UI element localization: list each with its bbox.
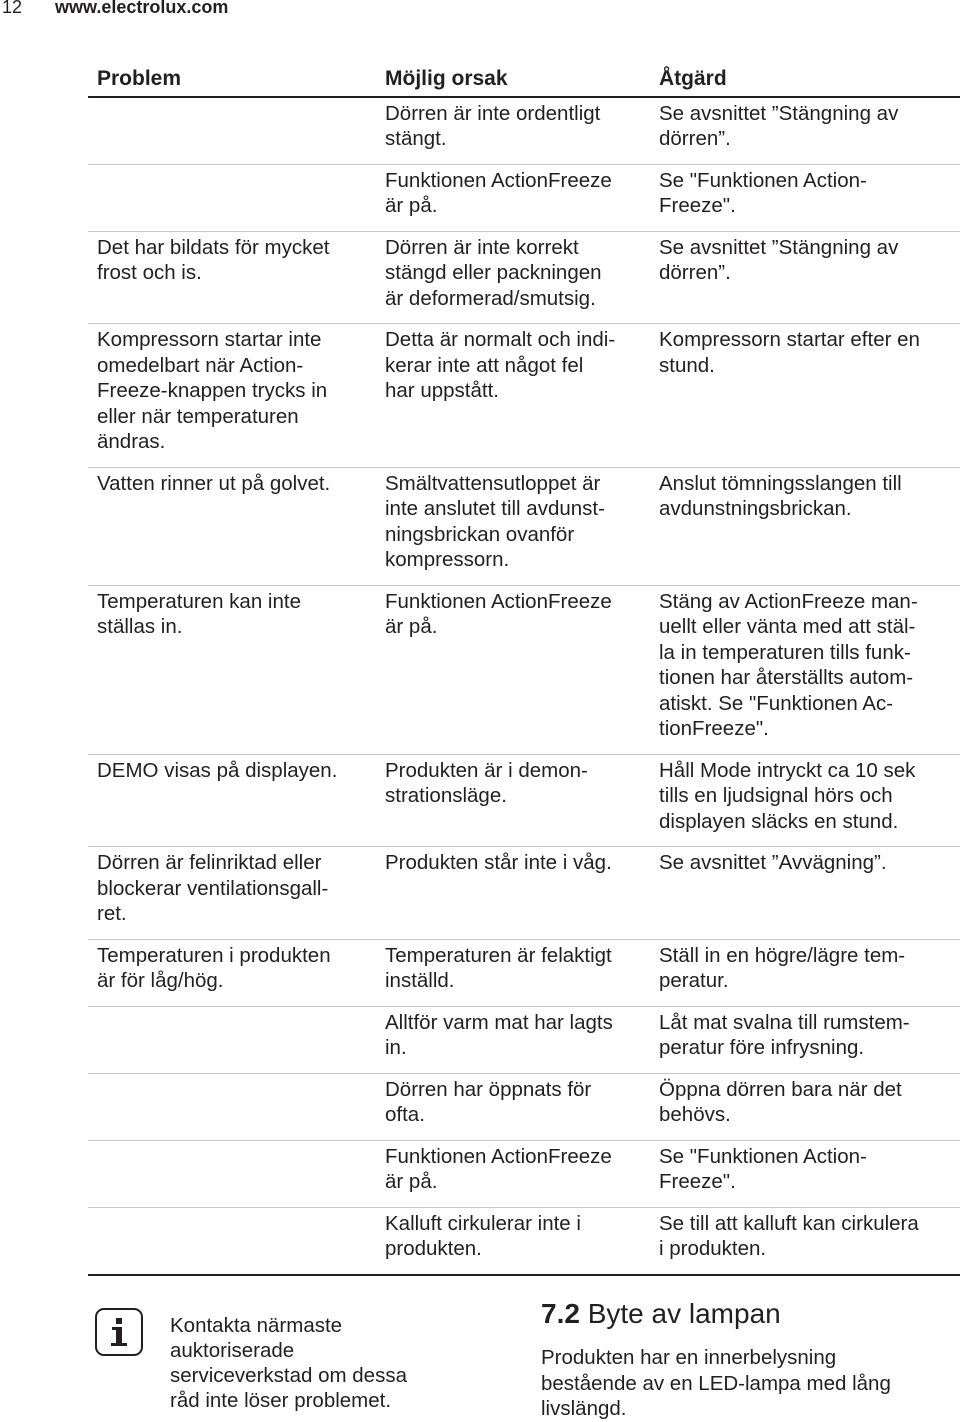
cell-cause: Dörren har öppnats för ofta. [378, 1073, 650, 1140]
table-row [88, 939, 960, 1006]
cell-cause: Funktionen ActionFreeze är på. [378, 164, 650, 231]
cell-problem [88, 97, 378, 165]
cell-action: Se "Funktionen Action- Freeze". [650, 1140, 960, 1207]
cell-problem: Det har bildats för mycket frost och is. [88, 231, 378, 324]
info-icon [95, 1308, 143, 1356]
cell-action: Se till att kalluft kan cirkulera i produkten. [650, 1207, 960, 1275]
cell-cause: Dörren är inte ordentligt stängt. [378, 97, 650, 165]
cell-action: Ställ in en högre/lägre tem- peratur. [650, 939, 960, 1006]
section-body: Produkten har en innerbelysning bestående av en LED-lampa med lång livslängd. [541, 1346, 891, 1420]
site-url: www.electrolux.com [55, 0, 229, 17]
section-number: 7.2 [541, 1298, 580, 1329]
cell-action: Se avsnittet ”Avvägning”. [650, 847, 960, 940]
column-header-problem: Problem [88, 60, 378, 97]
cell-problem [88, 1006, 378, 1073]
cell-action: Öppna dörren bara när det behövs. [650, 1073, 960, 1140]
cell-action: Låt mat svalna till rumstem- peratur före infrysning. [650, 1006, 960, 1073]
troubleshooting-table [88, 60, 960, 1276]
info-note-text: Kontakta närmaste auktoriserade serviceverkstad om dessa råd inte löser problemet. [170, 1314, 407, 1412]
table-row [88, 97, 960, 165]
cell-action: Anslut tömningsslangen till avdunstningsbrickan. [650, 467, 960, 585]
cell-action: Se avsnittet ”Stängning av dörren”. [650, 231, 960, 324]
cell-problem [88, 1140, 378, 1207]
cell-cause: Smältvattensutloppet är inte anslutet till avdunst- ningsbrickan ovanför kompressorn. [378, 467, 650, 585]
cell-action: Se avsnittet ”Stängning av dörren”. [650, 97, 960, 165]
cell-action: Stäng av ActionFreeze man- uellt eller vänta med att stäl- la in temperaturen tills funk- tionen har återställts autom- atiskt. Se "Funktionen Ac- tionFreeze". [650, 585, 960, 754]
cell-problem [88, 1207, 378, 1275]
cell-problem: Dörren är felinriktad eller blockerar ventilationsgall- ret. [88, 847, 378, 940]
table-row [88, 1073, 960, 1140]
cell-problem: Temperaturen i produkten är för låg/hög. [88, 939, 378, 1006]
cell-cause: Kalluft cirkulerar inte i produkten. [378, 1207, 650, 1275]
cell-cause: Alltför varm mat har lagts in. [378, 1006, 650, 1073]
cell-problem [88, 1073, 378, 1140]
cell-cause: Funktionen ActionFreeze är på. [378, 585, 650, 754]
section-heading [541, 1297, 781, 1331]
table-row [88, 847, 960, 940]
table-row [88, 585, 960, 754]
table-row [88, 754, 960, 847]
cell-problem: Temperaturen kan inte ställas in. [88, 585, 378, 754]
table-header-row [88, 60, 960, 97]
column-header-cause: Möjlig orsak [378, 60, 650, 97]
section-title: Byte av lampan [587, 1298, 781, 1329]
cell-problem: Kompressorn startar inte omedelbart när Action- Freeze-knappen trycks in eller när temperaturen ändras. [88, 324, 378, 468]
table-row [88, 1207, 960, 1275]
table-row [88, 1006, 960, 1073]
table-row [88, 324, 960, 468]
cell-cause: Detta är normalt och indi- kerar inte att något fel har uppstått. [378, 324, 650, 468]
cell-cause: Funktionen ActionFreeze är på. [378, 1140, 650, 1207]
table-row [88, 164, 960, 231]
page-header [0, 0, 960, 22]
cell-problem: DEMO visas på displayen. [88, 754, 378, 847]
table-body [88, 97, 960, 1275]
page-number: 12 [2, 0, 23, 17]
cell-cause: Produkten är i demon- strationsläge. [378, 754, 650, 847]
cell-action: Kompressorn startar efter en stund. [650, 324, 960, 468]
table-row [88, 231, 960, 324]
cell-problem [88, 164, 378, 231]
table-row [88, 467, 960, 585]
table-row [88, 1140, 960, 1207]
cell-action: Se "Funktionen Action- Freeze". [650, 164, 960, 231]
cell-cause: Temperaturen är felaktigt inställd. [378, 939, 650, 1006]
column-header-action: Åtgärd [650, 60, 960, 97]
cell-cause: Produkten står inte i våg. [378, 847, 650, 940]
cell-problem: Vatten rinner ut på golvet. [88, 467, 378, 585]
cell-action: Håll Mode intryckt ca 10 sek tills en ljudsignal hörs och displayen släcks en stund. [650, 754, 960, 847]
cell-cause: Dörren är inte korrekt stängd eller packningen är deformerad/smutsig. [378, 231, 650, 324]
